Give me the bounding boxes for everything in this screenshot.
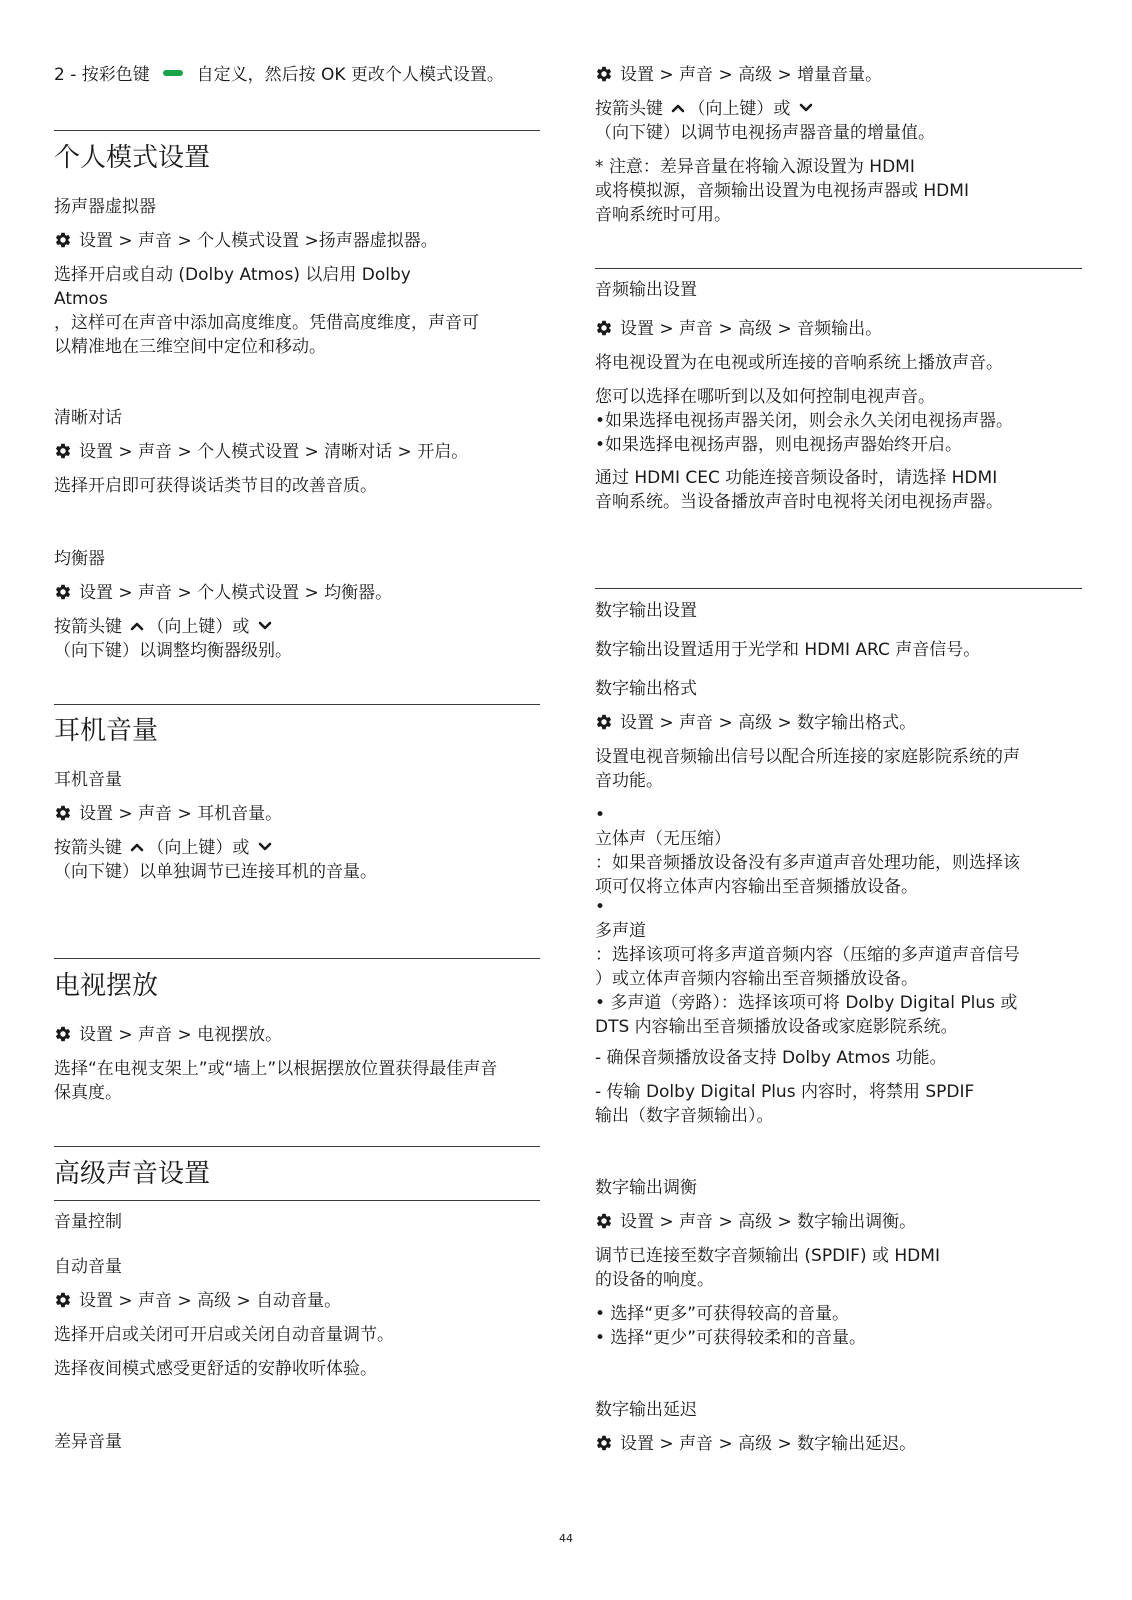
gear-icon	[595, 319, 613, 337]
gear-icon	[54, 804, 72, 822]
subheading-headphone-volume: 耳机音量	[54, 770, 122, 790]
menu-path: 设置 > 声音 > 个人模式设置 >扬声器虚拟器。	[54, 229, 540, 253]
menu-path: 设置 > 声音 > 高级 > 数字输出调衡。	[595, 1210, 1082, 1234]
page-number: 44	[559, 1532, 573, 1545]
gear-icon	[54, 1291, 72, 1309]
menu-path: 设置 > 声音 > 高级 > 自动音量。	[54, 1289, 540, 1313]
description: 将电视设置为在电视或所连接的音响系统上播放声音。	[595, 353, 1003, 373]
section-divider	[54, 1146, 540, 1147]
description: 数字输出设置适用于光学和 HDMI ARC 声音信号。	[595, 640, 981, 660]
intro-text	[54, 63, 540, 87]
description: 通过 HDMI CEC 功能连接音频设备时，请选择 HDMI 音响系统。当设备播放声音时电视将关闭电视扬声器。	[595, 468, 1003, 512]
gear-icon	[54, 231, 72, 249]
chevron-up-icon	[130, 842, 144, 852]
section-divider	[54, 958, 540, 959]
description: 选择“在电视支架上”或“墙上”以根据摆放位置获得最佳声音 保真度。	[54, 1059, 498, 1103]
chevron-down-icon	[258, 842, 272, 852]
subheading-digital-out: 数字输出设置	[595, 601, 697, 621]
section-divider	[595, 588, 1082, 589]
subheading-digital-out-leveling: 数字输出调衡	[595, 1178, 697, 1198]
menu-path: 设置 > 声音 > 高级 > 数字输出格式。	[595, 711, 1082, 735]
intro-text-part1: 2 - 按彩色键	[54, 65, 156, 85]
note-text: * 注意：差异音量在将输入源设置为 HDMI 或将模拟源，音频输出设置为电视扬声器或 HDMI 音响系统时可用。	[595, 157, 969, 225]
subheading-audio-out: 音频输出设置	[595, 280, 697, 300]
subheading-digital-out-format: 数字输出格式	[595, 679, 697, 699]
menu-path: 设置 > 声音 > 个人模式设置 > 清晰对话 > 开启。	[54, 440, 540, 464]
description: 您可以选择在哪听到以及如何控制电视声音。 •如果选择电视扬声器关闭，则会永久关闭电视扬声器。 •如果选择电视扬声器，则电视扬声器始终开启。	[595, 387, 1014, 455]
subheading-equalizer: 均衡器	[54, 549, 105, 569]
gear-icon	[595, 1434, 613, 1452]
description: 选择开启或自动 (Dolby Atmos) 以启用 Dolby Atmos ，这样可在声音中添加高度维度。凭借高度维度，声音可 以精准地在三维空间中定位和移动。	[54, 265, 479, 357]
section-heading-headphone: 耳机音量	[54, 716, 159, 746]
description: 调节已连接至数字音频输出 (SPDIF) 或 HDMI 的设备的响度。	[595, 1246, 940, 1290]
subheading-clear-dialogue: 清晰对话	[54, 408, 122, 428]
list-item: • 多声道 ：选择该项可将多声道音频内容（压缩的多声道声音信号 ）或立体声音频内容输出至音频播放设备。 • 多声道（旁路）：选择该项可将 Dolby Digital Plus 或 DTS 内容输出至音频播放设备或家庭影院系统。	[595, 897, 1020, 1037]
chevron-down-icon	[799, 103, 813, 113]
note-text: - 传输 Dolby Digital Plus 内容时，将禁用 SPDIF 输出（数字音频输出）。	[595, 1082, 975, 1126]
chevron-down-icon	[258, 621, 272, 631]
section-heading-tv-placement: 电视摆放	[54, 971, 159, 1001]
subheading-speaker-virtualizer: 扬声器虚拟器	[54, 197, 156, 217]
description: 选择夜间模式感受更舒适的安静收听体验。	[54, 1359, 377, 1379]
section-divider	[54, 130, 540, 131]
section-heading-personal-mode: 个人模式设置	[54, 143, 211, 173]
section-divider	[54, 704, 540, 705]
subheading-delta-volume: 差异音量	[54, 1432, 122, 1452]
menu-path: 设置 > 声音 > 电视摆放。	[54, 1023, 540, 1047]
list-item: • 立体声（无压缩） ：如果音频播放设备没有多声道声音处理功能，则选择该 项可仅将立体声内容输出至音频播放设备。	[595, 805, 1020, 897]
chevron-up-icon	[671, 103, 685, 113]
gear-icon	[595, 65, 613, 83]
description: 按箭头键 （向上键）或 （向下键）以调整均衡器级别。	[54, 617, 292, 661]
menu-path: 设置 > 声音 > 耳机音量。	[54, 802, 540, 826]
menu-path: 设置 > 声音 > 个人模式设置 > 均衡器。	[54, 581, 540, 605]
list-item: • 选择“更多”可获得较高的音量。 • 选择“更少”可获得较柔和的音量。	[595, 1304, 867, 1348]
section-divider	[54, 1200, 540, 1201]
section-divider	[595, 268, 1082, 269]
gear-icon	[54, 442, 72, 460]
description: 按箭头键 （向上键）或 （向下键）以单独调节已连接耳机的音量。	[54, 838, 377, 882]
menu-path: 设置 > 声音 > 高级 > 音频输出。	[595, 317, 1082, 341]
description: 设置电视音频输出信号以配合所连接的家庭影院系统的声 音功能。	[595, 747, 1020, 791]
description: 选择开启或关闭可开启或关闭自动音量调节。	[54, 1325, 394, 1345]
gear-icon	[595, 713, 613, 731]
intro-text-part2: 自定义，然后按 OK 更改个人模式设置。	[191, 65, 504, 85]
section-heading-advanced: 高级声音设置	[54, 1159, 211, 1189]
menu-path: 设置 > 声音 > 高级 > 数字输出延迟。	[595, 1432, 1082, 1456]
gear-icon	[54, 1025, 72, 1043]
gear-icon	[595, 1212, 613, 1230]
subheading-digital-out-delay: 数字输出延迟	[595, 1400, 697, 1420]
green-color-key-icon	[163, 70, 183, 76]
description: 按箭头键 （向上键）或 （向下键）以调节电视扬声器音量的增量值。	[595, 99, 935, 143]
subheading-volume-control: 音量控制	[54, 1212, 122, 1232]
subheading-auto-volume: 自动音量	[54, 1257, 122, 1277]
chevron-up-icon	[130, 621, 144, 631]
note-text: - 确保音频播放设备支持 Dolby Atmos 功能。	[595, 1048, 947, 1068]
menu-path: 设置 > 声音 > 高级 > 增量音量。	[595, 63, 1082, 87]
description: 选择开启即可获得谈话类节目的改善音质。	[54, 476, 377, 496]
gear-icon	[54, 583, 72, 601]
